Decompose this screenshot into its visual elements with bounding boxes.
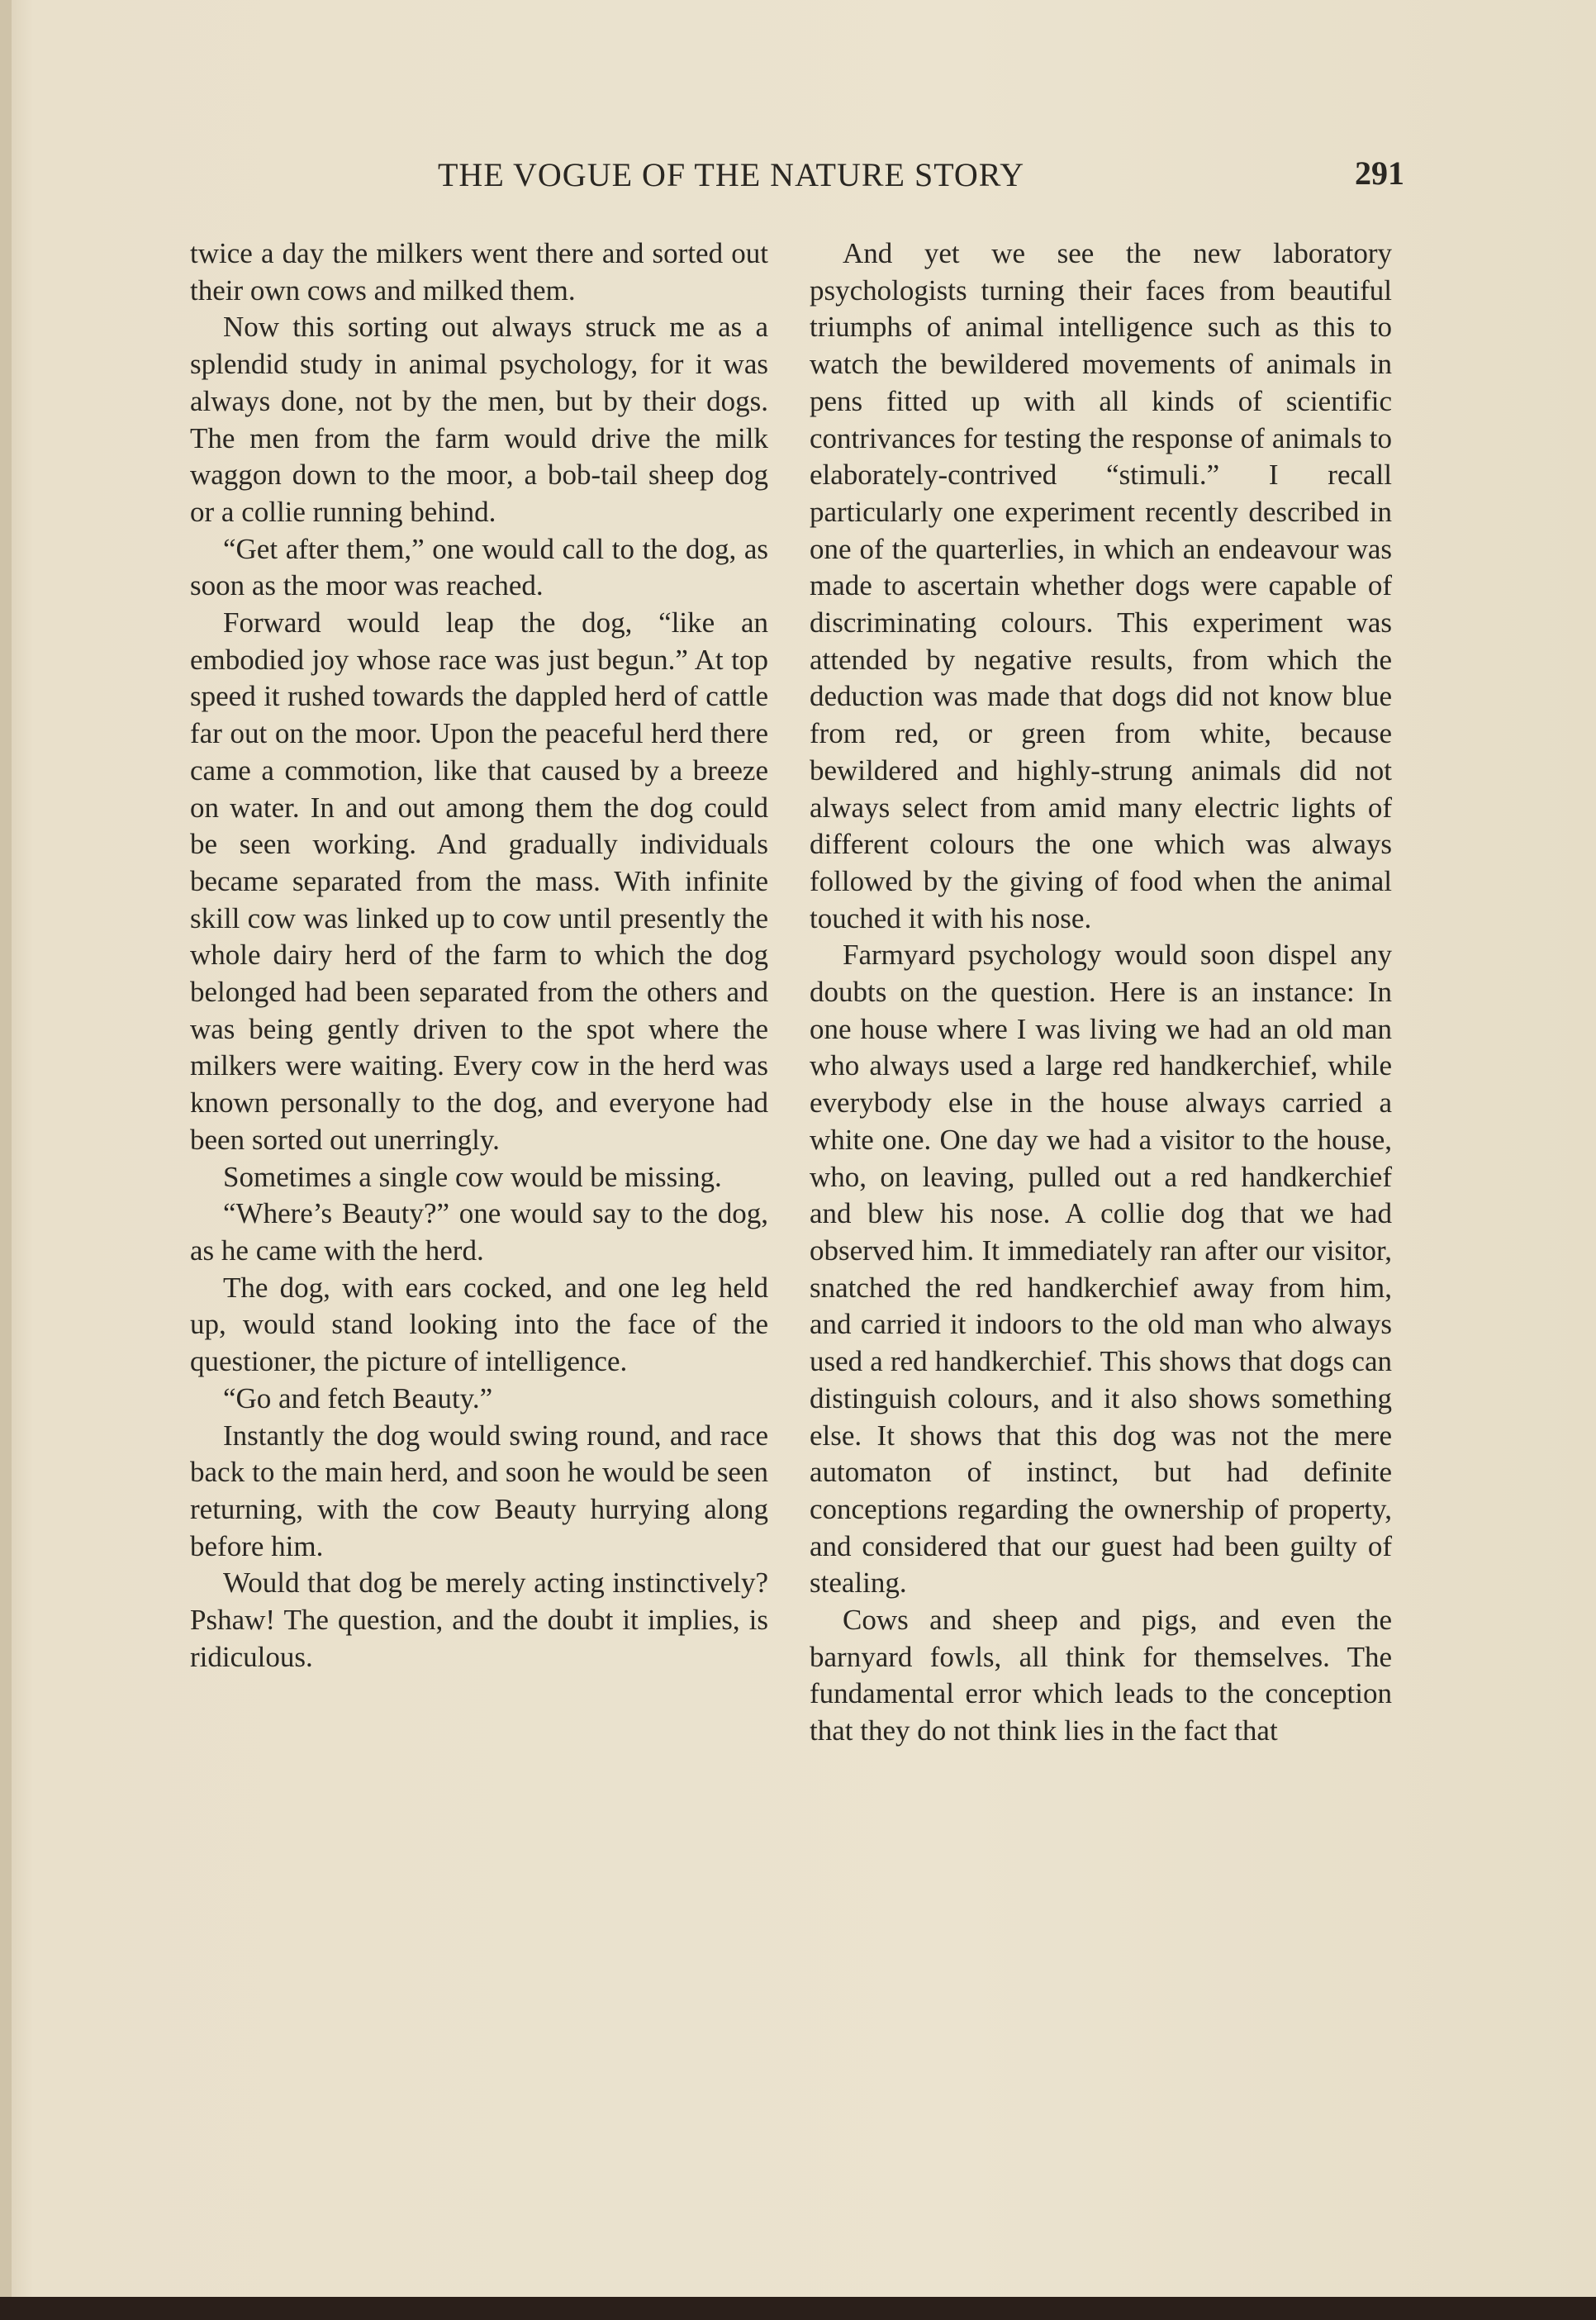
page-header	[190, 150, 1404, 200]
paragraph: “Get after them,” one would call to the dog, as soon as the moor was reached.	[190, 532, 768, 602]
paragraph: Forward would leap the dog, “like an embodied joy whose race was just begun.” At top speed it rushed towards the dappled herd of cattle far out on the moor. Upon the peaceful herd there came a commotion, like that caused by a breeze on water. In and out among them the dog could be seen working. And gradually individuals became separated from the mass. With infinite skill cow was linked up to cow until presently the whole dairy herd of the farm to which the dog belonged had been separated from the others and was being gently driven to the spot where the milkers were waiting. Every cow in the herd was known personally to the dog, and everyone had been sorted out unerringly.	[190, 606, 768, 1156]
left-column	[190, 235, 768, 1676]
paragraph: twice a day the milkers went there and sorted out their own cows and milked them.	[190, 237, 768, 307]
paragraph: Now this sorting out always struck me as a splendid study in animal psychology, for it was always done, not by the men, but by their dogs. The men from the farm would drive the milk waggon down to the moor, a bob-tail sheep dog or a collie running behind.	[190, 311, 768, 528]
paragraph: Farmyard psychology would soon dispel any doubts on the question. Here is an instance: In one house where I was living we had an old man who always used a large red handkerchief, while everybody else in the house always carried a white one. One day we had a visitor to the house, who, on leaving, pulled out a red handkerchief and blew his nose. A collie dog that we had observed him. It immediately ran after our visitor, snatched the red handkerchief away from him, and carried it indoors to the old man who always used a red handkerchief. This shows that dogs can distinguish colours, and it also shows something else. It shows that this dog was not the mere automaton of instinct, but had definite conceptions regarding the ownership of property, and considered that our guest had been guilty of stealing.	[810, 939, 1392, 1600]
page-bottom-edge	[0, 2297, 1596, 2320]
paragraph: The dog, with ears cocked, and one leg held up, would stand looking into the face of the questioner, the picture of intelligence.	[190, 1271, 768, 1378]
paragraph: “Where’s Beauty?” one would say to the dog, as he came with the herd.	[190, 1197, 768, 1267]
paragraph: And yet we see the new laboratory psychologists turning their faces from beautiful triumphs of animal intelligence such as this to watch the bewildered movements of animals in pens fitted up with all kinds of scientific contrivances for testing the response of animals to elaborately-contrived “stimuli.” I recall particularly one experiment recently described in one of the quarterlies, in which an endeavour was made to ascertain whether dogs were capable of discriminating colours. This experiment was attended by negative results, from which the deduction was made that dogs did not know blue from red, or green from white, because bewildered and highly-strung animals did not always select from amid many electric lights of different colours the one which was always followed by the giving of food when the animal touched it with his nose.	[810, 237, 1392, 934]
paragraph: Instantly the dog would swing round, and race back to the main herd, and soon he would be seen returning, with the cow Beauty hurrying along before him.	[190, 1419, 768, 1562]
running-title: THE VOGUE OF THE NATURE STORY	[438, 156, 1025, 193]
paragraph: Cows and sheep and pigs, and even the barnyard fowls, all think for themselves. The fundamental error which leads to the conception that they do not think lies in the fact that	[810, 1604, 1392, 1747]
page-binding-edge	[0, 0, 12, 2320]
right-column	[810, 235, 1392, 1750]
page-number: 291	[1355, 155, 1404, 192]
paragraph: Sometimes a single cow would be missing.	[223, 1160, 722, 1193]
paragraph: “Go and fetch Beauty.”	[223, 1381, 493, 1414]
paragraph: Would that dog be merely acting instinctively? Pshaw! The question, and the doubt it implies, is ridiculous.	[190, 1566, 768, 1673]
